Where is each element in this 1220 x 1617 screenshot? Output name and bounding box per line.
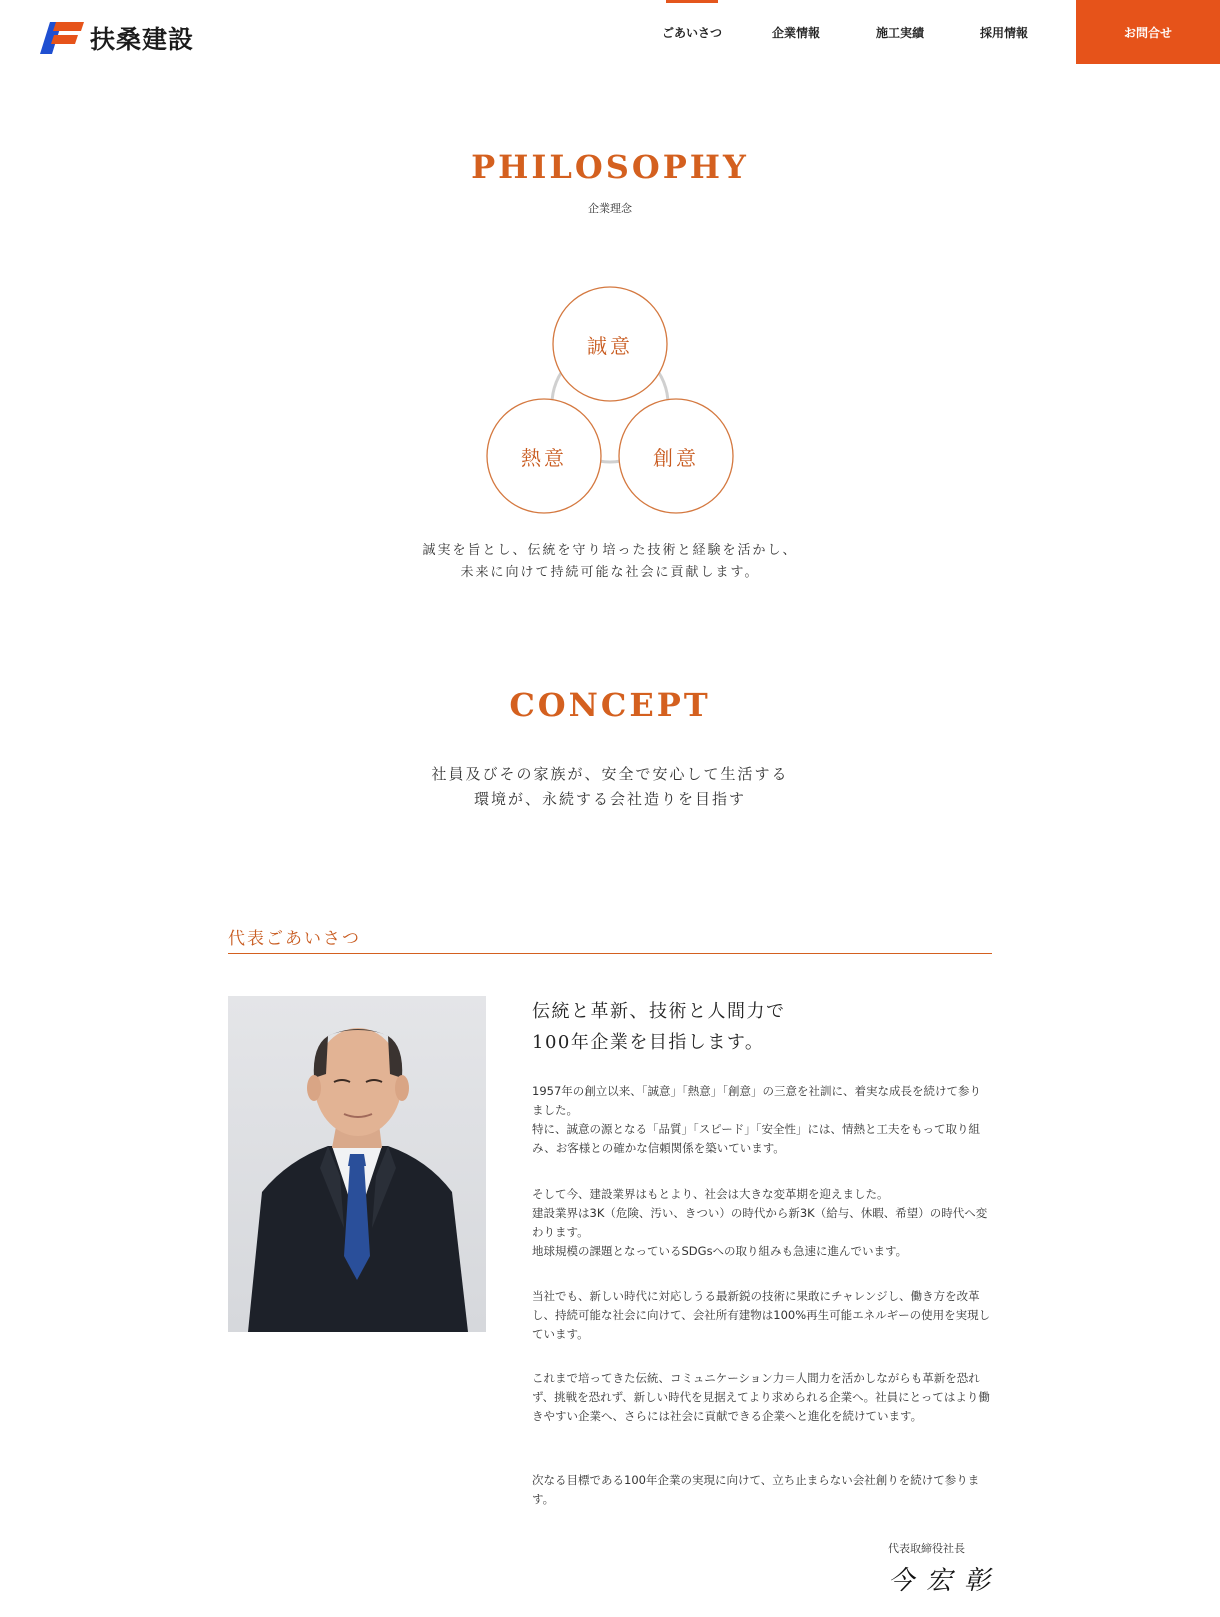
nav-greeting[interactable]: ごあいさつ bbox=[640, 0, 744, 64]
nav-works[interactable]: 施工実績 bbox=[875, 25, 924, 40]
concept-title: CONCEPT bbox=[509, 686, 711, 724]
philosophy-statement bbox=[0, 540, 1220, 584]
greeting-lead-line-1: 伝統と革新、技術と人間力で bbox=[532, 1001, 786, 1022]
nav-company-info[interactable]: 企業情報 bbox=[771, 25, 820, 40]
logo-mark-icon bbox=[40, 18, 86, 58]
signature-role: 代表取締役社長 bbox=[888, 1542, 965, 1555]
circle-passion: 熱意 bbox=[521, 445, 567, 470]
greeting-paragraph-1: 1957年の創立以来、「誠意」「熱意」「創意」の三意を社訓に、着実な成長を続けて参りました。 特に、誠意の源となる「品質」「スピード」「安全性」には、情熱と工夫をもって取り組み、お客様との確かな信頼関係を築いています。 bbox=[532, 1084, 982, 1155]
greeting-heading-text: 代表ごあいさつ bbox=[228, 929, 361, 949]
circle-creativity: 創意 bbox=[653, 445, 699, 470]
greeting-lead-line-2: 100年企業を目指します。 bbox=[532, 1032, 765, 1053]
main-nav bbox=[640, 0, 1056, 64]
philosophy-line-2: 未来に向けて持続可能な社会に貢献します。 bbox=[460, 565, 760, 580]
nav-recruit[interactable]: 採用情報 bbox=[979, 25, 1028, 40]
greeting-paragraph-4: これまで培ってきた伝統、コミュニケーション力＝人間力を活かしながらも革新を恐れず、挑戦を恐れず、新しい時代を見据えてより求められる企業へ。社員にとってはより働きやすい企業へ、さらには社会に貢献できる企業へと進化を続けています。 bbox=[532, 1371, 990, 1423]
philosophy-line-1: 誠実を旨とし、伝統を守り培った技術と経験を活かし、 bbox=[422, 543, 798, 558]
president-photo bbox=[228, 996, 486, 1332]
contact-button[interactable]: お問合せ bbox=[1076, 0, 1220, 64]
concept-statement bbox=[0, 762, 1220, 812]
portrait-illustration bbox=[228, 996, 486, 1332]
philosophy-subtitle: 企業理念 bbox=[588, 202, 632, 215]
philosophy-title: PHILOSOPHY bbox=[471, 148, 749, 186]
greeting-paragraph-3: 当社でも、新しい時代に対応しうる最新鋭の技術に果敢にチャレンジし、働き方を改革し、持続可能な社会に向けて、会社所有建物は100%再生可能エネルギーの使用を実現しています。 bbox=[532, 1289, 991, 1341]
site-logo[interactable] bbox=[40, 18, 194, 58]
philosophy-triad bbox=[480, 284, 740, 520]
circle-sincerity: 誠意 bbox=[587, 333, 633, 358]
concept-line-1: 社員及びその家族が、安全で安心して生活する bbox=[431, 765, 789, 783]
greeting-paragraph-2: そして今、建設業界はもとより、社会は大きな変革期を迎えました。 建設業界は3K（危険、汚い、きつい）の時代から新3K（給与、休暇、希望）の時代へ変わります。 地球規模の課題となっているSDGsへの取り組みも急速に進んでいます。 bbox=[532, 1187, 988, 1258]
signature-name: 今宏彰 bbox=[888, 1566, 1003, 1596]
greeting-paragraph-5: 次なる目標である100年企業の実現に向けて、立ち止まらない会社創りを続けて参ります。 bbox=[532, 1473, 980, 1506]
greeting-lead bbox=[532, 996, 1002, 1058]
greeting-heading bbox=[228, 924, 992, 954]
logo-text: 扶桑建設 bbox=[90, 25, 195, 54]
concept-line-2: 環境が、永続する会社造りを目指す bbox=[473, 790, 746, 808]
site-header bbox=[0, 0, 1220, 64]
